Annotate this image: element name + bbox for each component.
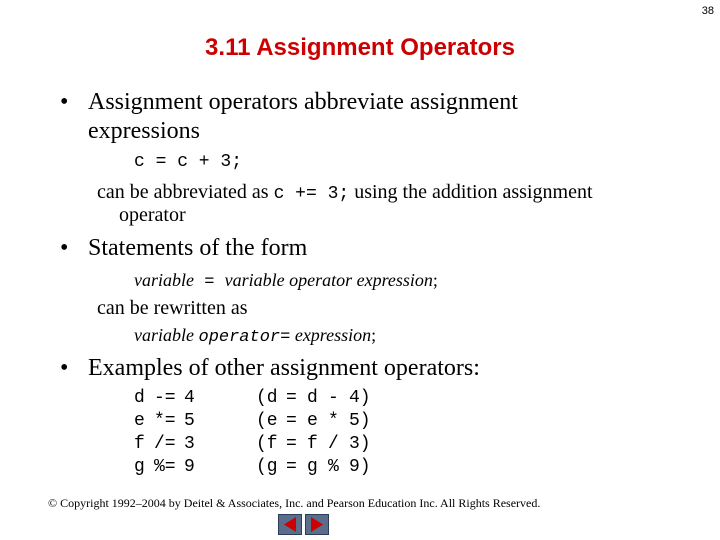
example-row [134, 432, 371, 455]
right-triangle-icon [306, 515, 328, 534]
slide-title: 3.11 Assignment Operators [205, 34, 515, 61]
example-cell: d [307, 387, 318, 408]
example-cell: 5 [184, 410, 195, 431]
bullet-dot: • [60, 89, 69, 115]
rewrite-operator: operator [198, 328, 281, 347]
example-cell: = [286, 410, 297, 431]
example-cell: e [134, 410, 145, 431]
bullet-3 [60, 354, 480, 383]
bullet-1-line-2: expressions [88, 118, 200, 144]
abbreviation-text-after: using the addition assignment [349, 181, 593, 203]
example-cell: 9) [349, 456, 371, 477]
example-cell: / [328, 433, 339, 454]
rewrite-text: can be rewritten as [97, 297, 248, 319]
rewrite-semicolon: ; [371, 325, 377, 345]
example-cell: (f [256, 433, 278, 454]
rewrite-equals: = [280, 328, 291, 347]
bullet-dot: • [60, 235, 69, 261]
example-cell: % [328, 456, 339, 477]
abbreviation-text-before: can be abbreviated as [97, 181, 274, 203]
example-cell: /= [154, 433, 176, 454]
code-example: c = c + 3; [134, 152, 243, 172]
bullet-3-line: Examples of other assignment operators: [88, 355, 480, 381]
rewrite-syntax [134, 325, 376, 347]
example-cell: g [307, 456, 318, 477]
example-cell: (d [256, 387, 278, 408]
copyright-notice: © Copyright 1992–2004 by Deitel & Associates, Inc. and Pearson Education Inc. All Rights Reserved. [48, 496, 541, 510]
form-equals: = [194, 273, 225, 292]
example-cell: f [307, 433, 318, 454]
form-rhs: variable operator expression [224, 270, 433, 290]
example-cell: = [286, 433, 297, 454]
abbreviation-text [97, 181, 593, 206]
previous-slide-button[interactable] [278, 514, 302, 535]
form-variable: variable [134, 270, 194, 290]
example-cell: 9 [184, 456, 195, 477]
next-slide-button[interactable] [305, 514, 329, 535]
example-cell: 4 [184, 387, 195, 408]
rewrite-expression: expression [290, 325, 372, 345]
example-cell: (g [256, 456, 278, 477]
form-syntax [134, 270, 438, 292]
example-cell: g [134, 456, 145, 477]
example-cell: 3 [184, 433, 195, 454]
form-semicolon: ; [432, 270, 438, 290]
example-cell: 3) [349, 433, 371, 454]
example-cell: = [286, 456, 297, 477]
example-cell: f [134, 433, 145, 454]
example-cell: - [328, 387, 339, 408]
example-cell: e [307, 410, 318, 431]
bullet-2 [60, 234, 307, 263]
example-row [134, 386, 371, 409]
left-triangle-icon [279, 515, 301, 534]
example-cell: -= [154, 387, 176, 408]
example-cell: %= [154, 456, 176, 477]
example-cell: (e [256, 410, 278, 431]
example-row [134, 409, 371, 432]
example-cell: *= [154, 410, 176, 431]
examples-table [134, 386, 371, 478]
bullet-1-line-1: Assignment operators abbreviate assignment [88, 89, 518, 115]
inline-code: c += 3; [273, 184, 350, 204]
example-row [134, 455, 371, 478]
example-cell: 4) [349, 387, 371, 408]
bullet-1 [60, 88, 518, 117]
rewrite-variable: variable [134, 325, 199, 345]
bullet-dot: • [60, 355, 69, 381]
page-number: 38 [701, 5, 714, 17]
abbreviation-text-line-2: operator [119, 204, 186, 226]
bullet-2-line: Statements of the form [88, 235, 308, 261]
example-cell: 5) [349, 410, 371, 431]
example-cell: * [328, 410, 339, 431]
example-cell: d [134, 387, 145, 408]
example-cell: = [286, 387, 297, 408]
